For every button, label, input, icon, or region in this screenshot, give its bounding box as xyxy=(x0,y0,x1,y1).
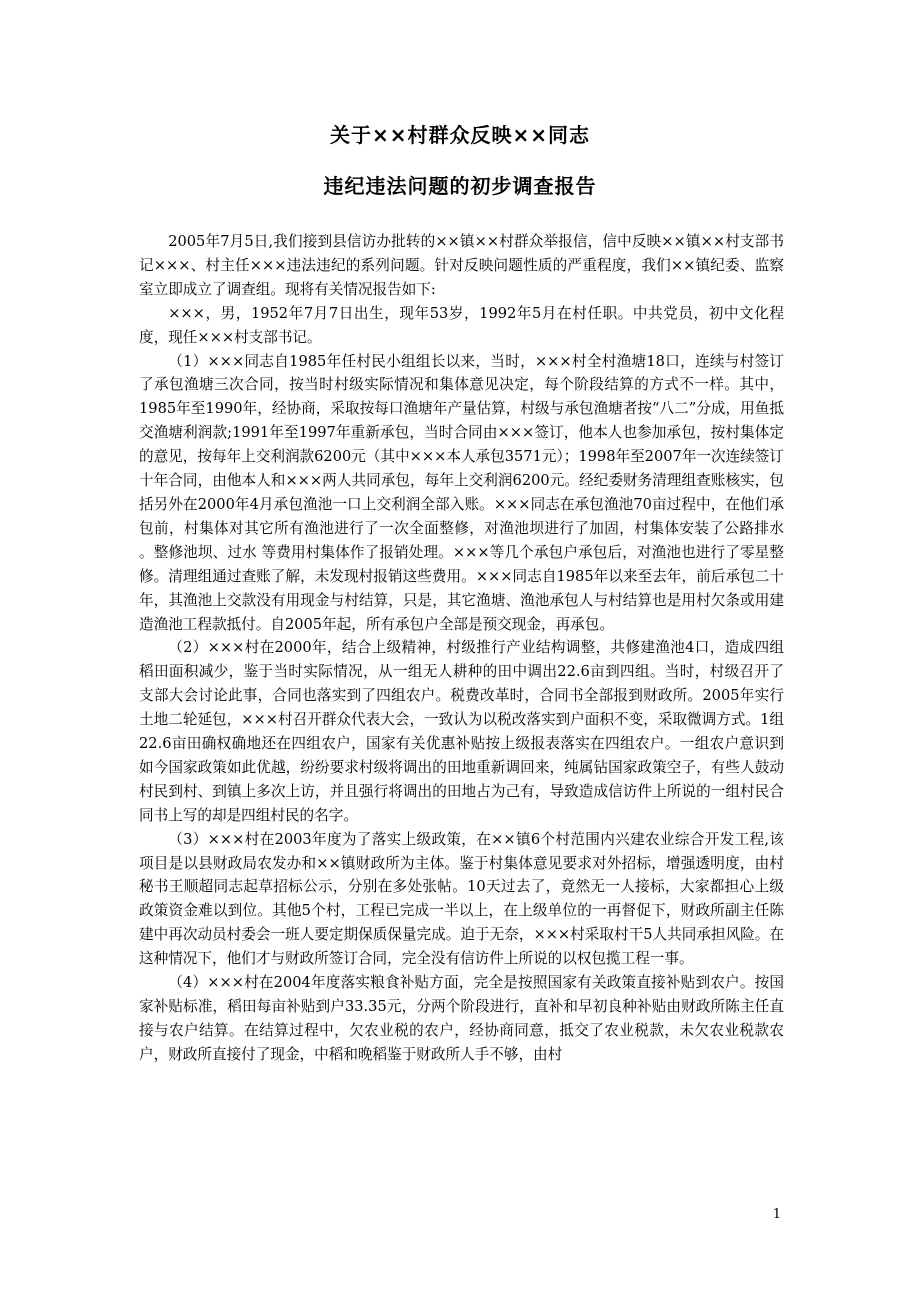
paragraph-item-2: （2）×××村在2000年，结合上级精神，村级推行产业结构调整，共修建渔池4口，造成四组稻田面积减少，鉴于当时实际情况，从一组无人耕种的田中调出22.6亩到四组。当时，村级召开了支部大会讨论此事，合同也落实到了四组农户。税费改革时，合同书全部报到财政所。2005年实行土地二轮延包，×××村召开群众代表大会，一致认为以税改落实到户面积不变，采取微调方式。1组22.6亩田确权确地还在四组农户，国家有关优惠补贴按上级报表落实在四组农户。一组农户意识到如今国家政策如此优越，纷纷要求村级将调出的田地重新调回来，纯属钻国家政策空子，有些人鼓动村民到村、到镇上多次上访，并且强行将调出的田地占为己有，导致造成信访件上所说的一组村民合同书上写的却是四组村民的名字。 xyxy=(139,639,784,824)
paragraph-item-4: （4）×××村在2004年度落实粮食补贴方面，完全是按照国家有关政策直接补贴到农户。按国家补贴标准，稻田每亩补贴到户33.35元，分两个阶段进行，直补和早初良种补贴由财政所陈主任直接与农户结算。在结算过程中，欠农业税的农户，经协商同意，抵交了农业税款，未欠农业税款农户，财政所直接付了现金，中稻和晚稻鉴于财政所人手不够，由村 xyxy=(139,974,784,1063)
document-body xyxy=(139,230,784,1067)
paragraph-item-3: （3）×××村在2003年度为了落实上级政策，在××镇6个村范围内兴建农业综合开发工程,该项目是以县财政局农发办和××镇财政所为主体。鉴于村集体意见要求对外招标，增强透明度，由村秘书王顺超同志起草招标公示，分别在多处张帖。10天过去了，竟然无一人接标，大家都担心上级政策资金难以到位。其他5个村，工程已完成一半以上，在上级单位的一再督促下，财政所副主任陈建中再次动员村委会一班人要定期保质保量完成。迫于无奈，×××村采取村干5人共同承担风险。在这种情况下，他们才与财政所签订合同，完全没有信访件上所说的以权包揽工程一事。 xyxy=(139,830,784,968)
document-title-line-1: 关于××村群众反映××同志 xyxy=(329,123,591,147)
paragraph-intro: 2005年7月5日,我们接到县信访办批转的××镇××村群众举报信，信中反映××镇××村支部书记×××、村主任×××违法违纪的系列问题。针对反映问题性质的严重程度，我们××镇纪委、监察室立即成立了调查组。现将有关情况报告如下: xyxy=(139,233,784,298)
paragraph-item-1: （1）×××同志自1985年任村民小组组长以来，当时，×××村全村渔塘18口，连续与村签订了承包渔塘三次合同，按当时村级实际情况和集体意见决定，每个阶段结算的方式不一样。其中，1985年至1990年，经协商，采取按每口渔塘年产量估算，村级与承包渔塘者按“八二”分成，用鱼抵交渔塘利润款;1991年至1997年重新承包，当时合同由×××签订，他本人也参加承包，按村集体定的意见，按每年上交利润款6200元（其中×××本人承包3571元）；1998年至2007年一次连续签订十年合同，由他本人和×××两人共同承包，每年上交利润6200元。经纪委财务清理组查账核实，包括另外在2000年4月承包渔池一口上交利润全部入账。×××同志在承包渔池70亩过程中，在他们承包前，村集体对其它所有渔池进行了一次全面整修，对渔池坝进行了加固，村集体安装了公路排水 。整修池坝、过水 等费用村集体作了报销处理。×××等几个承包户承包后，对渔池也进行了零星整修。清理组通过查账了解，未发现村报销这些费用。×××同志自1985年以来至去年，前后承包二十年，其渔池上交款没有用现金与村结算，只是，其它渔塘、渔池承包人与村结算也是用村欠条或用建造渔池工程款抵付。自2005年起，所有承包户全部是预交现金，再承包。 xyxy=(139,352,784,633)
document-title-line-2: 违纪违法问题的初步调查报告 xyxy=(323,174,597,198)
page-number: 1 xyxy=(772,1207,781,1222)
paragraph-profile: ×××，男，1952年7月7日出生，现年53岁，1992年5月在村任职。中共党员，初中文化程度，现任×××村支部书记。 xyxy=(139,304,784,346)
